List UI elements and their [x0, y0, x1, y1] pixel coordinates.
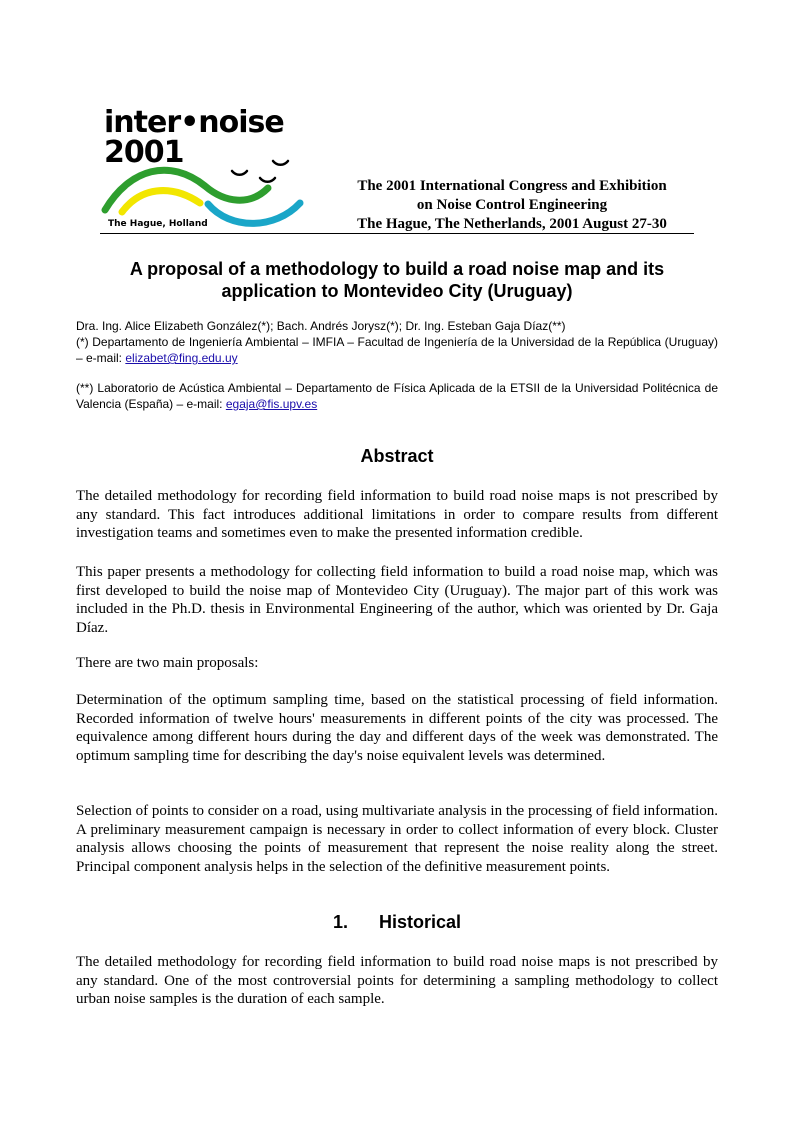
- header-rule: [100, 233, 694, 234]
- abstract-paragraph: [76, 563, 718, 637]
- section-title: Historical: [378, 912, 462, 932]
- author-names: Dra. Ing. Alice Elizabeth González(*); Bach. Andrés Jorysz(*); Dr. Ing. Esteban Gaja Díaz(**): [76, 319, 566, 333]
- logo-waves-graphic: [100, 148, 335, 228]
- conference-line: The 2001 International Congress and Exhibition: [357, 178, 667, 194]
- conference-info: [338, 177, 686, 234]
- small-arc-2: [260, 178, 275, 182]
- small-arc-3: [273, 161, 288, 165]
- abstract-paragraph: [76, 802, 718, 876]
- authors-block: [76, 318, 718, 412]
- title-line: application to Montevideo City (Uruguay): [221, 281, 573, 301]
- affiliation-1-text: (*) Departamento de Ingeniería Ambiental – IMFIA – Facultad de Ingeniería de la Universidad de la República (Uruguay) – e-mail:: [76, 335, 718, 365]
- paragraph-text: There are two main proposals:: [76, 655, 259, 671]
- email-link-1[interactable]: elizabet@fing.edu.uy: [125, 351, 238, 365]
- abstract-paragraph: [76, 487, 718, 543]
- yellow-wave: [122, 191, 200, 212]
- paragraph-text: The detailed methodology for recording field information to build road noise maps is not prescribed by any standard. This fact introduces additional limitations in order to compare results from different investigation teams and sometimes even to make the presented information credible.: [76, 488, 718, 541]
- conference-line: The Hague, The Netherlands, 2001 August 27-30: [357, 216, 667, 232]
- paragraph-text: Selection of points to consider on a road, using multivariate analysis in the processing of field information. A preliminary measurement campaign is necessary in order to collect information of every block. Cluster analysis allows choosing the points of measurement that represent the noise reality along the street. Principal component analysis helps in the selection of the definitive measurement points.: [76, 803, 718, 875]
- section-1-paragraph: [76, 953, 718, 1009]
- affiliation-2: [76, 380, 718, 412]
- abstract-paragraph: [76, 654, 718, 673]
- section-number: 1.: [332, 912, 348, 932]
- logo-place: The Hague, Holland: [108, 219, 208, 229]
- internoise-logo: [100, 105, 335, 236]
- cyan-wave: [208, 203, 300, 223]
- paragraph-text: Determination of the optimum sampling time, based on the statistical processing of field information. Recorded information of twelve hours' measurements in different points of the city was processed. The equivalence among different hours during the day and different days of the week was demonstrated. The optimum sampling time for describing the day's noise equivalent levels was determined.: [76, 692, 718, 764]
- logo-title: inter•noise 2001: [104, 105, 284, 170]
- paper-title: [76, 258, 718, 302]
- abstract-paragraph: [76, 691, 718, 765]
- title-line: A proposal of a methodology to build a road noise map and its: [129, 259, 665, 279]
- email-link-2[interactable]: egaja@fis.upv.es: [225, 397, 318, 411]
- abstract-heading: Abstract: [360, 446, 434, 466]
- affiliation-1: [76, 334, 718, 366]
- affiliation-2-text: (**) Laboratorio de Acústica Ambiental – Departamento de Física Aplicada de la ETSII de la Universidad Politécnica de Valencia (España) – e-mail:: [76, 381, 718, 411]
- conference-line: on Noise Control Engineering: [416, 197, 608, 213]
- paragraph-text: The detailed methodology for recording field information to build road noise maps is not prescribed by any standard. One of the most controversial points for determining a sampling methodology to collect urban noise samples is the duration of each sample.: [76, 954, 718, 1007]
- section-1-heading: [76, 912, 718, 933]
- small-arc-1: [232, 171, 247, 175]
- paragraph-text: This paper presents a methodology for collecting field information to build a road noise map, which was first developed to build the noise map of Montevideo City (Uruguay). The major part of this work was included in the Ph.D. thesis in Environmental Engineering of the author, which was oriented by Dr. Gaja Díaz.: [76, 564, 718, 636]
